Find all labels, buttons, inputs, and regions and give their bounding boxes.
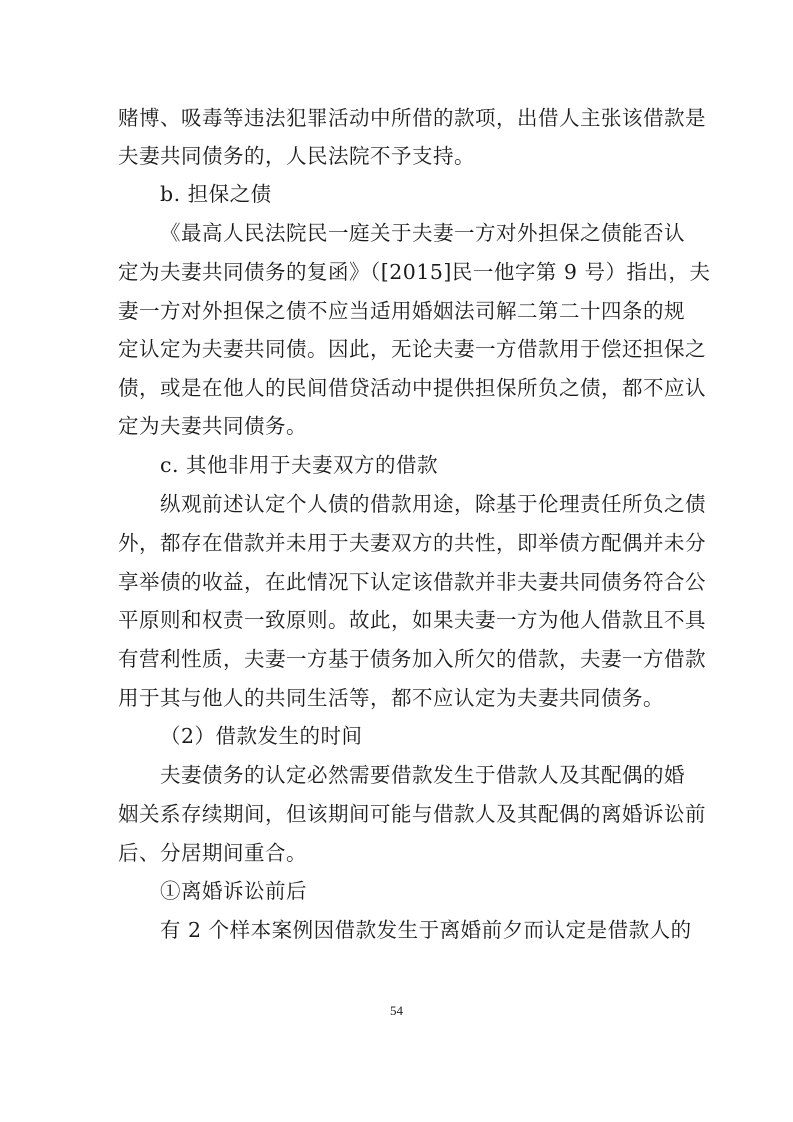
subheading-circled-1: ①离婚诉讼前后 [160, 879, 307, 903]
text-line-4: 《最高人民法院民一庭关于夫妻一方对外担保之债能否认 [160, 221, 685, 245]
text-line-8: 债，或是在他人的民间借贷活动中提供担保所负之债，都不应认 [118, 376, 706, 400]
text-line-22: 有 2 个样本案例因借款发生于离婚前夕而认定是借款人的 [160, 918, 692, 942]
text-line-20: 后、分居期间重合。 [118, 841, 307, 865]
text-line-12: 外，都存在借款并未用于夫妻双方的共性，即举债方配偶并未分 [118, 531, 706, 555]
text-line-15: 有营利性质，夫妻一方基于债务加入所欠的借款，夫妻一方借款 [118, 647, 706, 671]
text-line-6: 妻一方对外担保之债不应当适用婚姻法司解二第二十四条的规 [118, 299, 685, 323]
text-line-18: 夫妻债务的认定必然需要借款发生于借款人及其配偶的婚 [160, 763, 685, 787]
text-line-16: 用于其与他人的共同生活等，都不应认定为夫妻共同债务。 [118, 686, 664, 710]
subheading-c: c. 其他非用于夫妻双方的借款 [160, 453, 439, 477]
text-line-9: 定为夫妻共同债务。 [118, 414, 307, 438]
page-number: 54 [390, 1003, 403, 1018]
text-line-7: 定认定为夫妻共同债。因此，无论夫妻一方借款用于偿还担保之 [118, 337, 706, 361]
text-line-1: 赌博、吸毒等违法犯罪活动中所借的款项，出借人主张该借款是 [118, 106, 706, 130]
text-line-5: 定为夫妻共同债务的复函》（[2015]民一他字第 9 号）指出，夫 [118, 260, 711, 284]
subheading-2: （2）借款发生的时间 [160, 724, 363, 748]
subheading-b: b. 担保之债 [160, 182, 272, 206]
text-line-19: 姻关系存续期间，但该期间可能与借款人及其配偶的离婚诉讼前 [118, 802, 706, 826]
text-line-2: 夫妻共同债务的，人民法院不予支持。 [118, 144, 475, 168]
text-line-14: 平原则和权责一致原则。故此，如果夫妻一方为他人借款且不具 [118, 608, 706, 632]
text-line-11: 纵观前述认定个人债的借款用途，除基于伦理责任所负之债 [160, 492, 706, 516]
text-line-13: 享举债的收益，在此情况下认定该借款并非夫妻共同债务符合公 [118, 570, 706, 594]
